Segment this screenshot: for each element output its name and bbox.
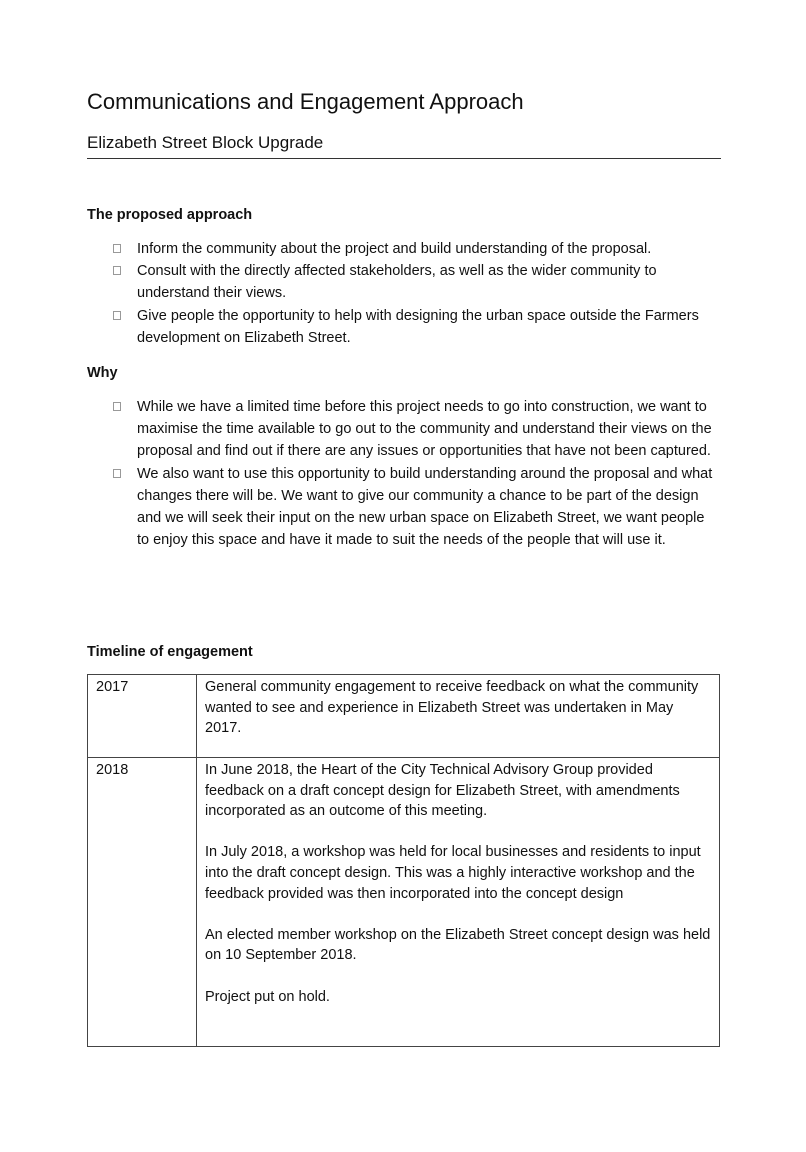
list-item-text: Inform the community about the project and build understanding of the proposal. (137, 241, 652, 257)
year-cell: 2018 (88, 758, 197, 1047)
description-paragraph: In June 2018, the Heart of the City Technical Advisory Group provided feedback on a draft concept design for Elizabeth Street, with amendments incorporated as an outcome of this meeting. (205, 762, 680, 820)
list-item-text: Give people the opportunity to help with designing the urban space outside the Farmers development on Elizabeth Street. (137, 307, 699, 346)
year-cell: 2017 (88, 675, 197, 758)
description-paragraph: In July 2018, a workshop was held for local businesses and residents to input into the draft concept design. This was a highly interactive workshop and the feedback provided was then incorporated into the concept design (205, 844, 701, 902)
list-item (113, 238, 713, 260)
bullet-box-icon (113, 311, 121, 320)
list-item-text: Consult with the directly affected stakeholders, as well as the wider community to understand their views. (137, 263, 657, 302)
bullet-box-icon (113, 266, 121, 275)
table-row (88, 758, 720, 1047)
description-paragraph: Project put on hold. (205, 988, 330, 1005)
document-title: Communications and Engagement Approach (87, 89, 524, 114)
bullet-box-icon (113, 244, 121, 253)
description-cell (197, 758, 720, 1047)
list-item-text: We also want to use this opportunity to build understanding around the proposal and what changes there will be. We want to give our community a chance to be part of the design and we will seek their input on the new urban space on Elizabeth Street, we want people to enjoy this space and have it made to suit the needs of the people that will use it. (137, 465, 713, 549)
list-item (113, 463, 713, 552)
bullet-box-icon (113, 402, 121, 411)
description-paragraph: An elected member workshop on the Elizabeth Street concept design was held on 10 September 2018. (205, 926, 711, 964)
timeline-table (87, 674, 720, 1047)
why-heading: Why (87, 365, 118, 381)
list-item (113, 305, 713, 349)
title-divider (87, 158, 721, 159)
list-item (113, 396, 713, 463)
description-cell (197, 675, 720, 758)
description-paragraph: General community engagement to receive feedback on what the community wanted to see and experience in Elizabeth Street was undertaken in May 2017. (205, 679, 699, 737)
approach-list (113, 238, 713, 349)
approach-heading: The proposed approach (87, 207, 253, 223)
why-list (113, 396, 713, 551)
document-subtitle: Elizabeth Street Block Upgrade (87, 133, 324, 152)
bullet-box-icon (113, 469, 121, 478)
table-row (88, 675, 720, 758)
list-item (113, 260, 713, 304)
list-item-text: While we have a limited time before this project needs to go into construction, we want to maximise the time available to go out to the community and understand their views on the proposal and find out if there are any issues or opportunities that have not been captured. (137, 399, 712, 460)
timeline-heading: Timeline of engagement (87, 644, 253, 660)
